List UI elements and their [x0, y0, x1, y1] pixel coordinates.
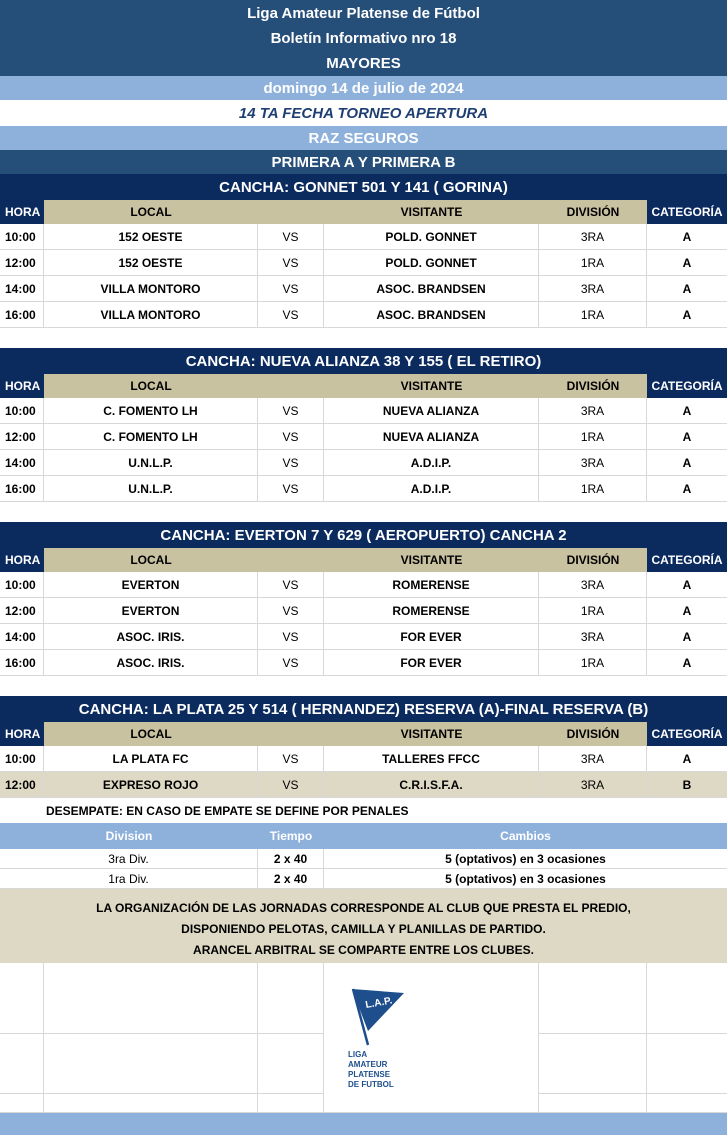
match-division: 3RA [539, 772, 647, 797]
match-categoria: A [682, 751, 692, 766]
section-gap [0, 502, 727, 522]
match-vs: VS [258, 598, 324, 623]
rules-table [0, 823, 727, 889]
match-categoria: A [682, 577, 692, 592]
match-visitante: TALLERES FFCC [324, 746, 539, 771]
rules-tiempo: 2 x 40 [258, 869, 324, 888]
match-row [0, 302, 727, 328]
column-header-row [0, 374, 727, 398]
col-local: LOCAL [44, 722, 258, 746]
league-logo [344, 965, 444, 1095]
match-categoria: B [682, 777, 692, 792]
rules-header-division: Division [105, 829, 153, 843]
match-vs: VS [258, 772, 324, 797]
logo-line: LIGA [348, 1050, 368, 1059]
col-division: DIVISIÓN [539, 374, 647, 398]
header-round: 14 TA FECHA TORNEO APERTURA [0, 100, 727, 126]
col-categoria: CATEGORÍA [647, 200, 727, 224]
match-vs: VS [258, 424, 324, 449]
match-visitante: ASOC. BRANDSEN [324, 302, 539, 327]
col-visitante: VISITANTE [324, 548, 539, 572]
match-local: EVERTON [44, 572, 258, 597]
match-vs: VS [258, 624, 324, 649]
cancha-title: CANCHA: LA PLATA 25 Y 514 ( HERNANDEZ) RESERVA (A)-FINAL RESERVA (B) [0, 696, 727, 722]
col-local: LOCAL [44, 548, 258, 572]
col-hora: HORA [0, 200, 44, 224]
footer-bar [0, 1113, 727, 1135]
match-local: U.N.L.P. [44, 450, 258, 475]
match-local: ASOC. IRIS. [44, 624, 258, 649]
match-categoria: A [682, 229, 692, 244]
match-visitante: POLD. GONNET [324, 250, 539, 275]
match-categoria: A [682, 281, 692, 296]
cancha-title: CANCHA: EVERTON 7 Y 629 ( AEROPUERTO) CANCHA 2 [0, 522, 727, 548]
match-row [0, 276, 727, 302]
rules-cambios: 5 (optativos) en 3 ocasiones [445, 871, 606, 886]
column-header-row [0, 548, 727, 572]
match-vs: VS [258, 650, 324, 675]
match-vs: VS [258, 250, 324, 275]
match-visitante: C.R.I.S.F.A. [324, 772, 539, 797]
match-division: 1RA [539, 424, 647, 449]
match-hora: 10:00 [0, 746, 44, 771]
match-hora: 10:00 [0, 572, 44, 597]
col-categoria: CATEGORÍA [647, 722, 727, 746]
match-vs: VS [258, 476, 324, 501]
grid-col [647, 963, 727, 1112]
organization-note [0, 889, 727, 963]
match-hora: 10:00 [0, 224, 44, 249]
match-hora: 16:00 [0, 302, 44, 327]
col-spacer [258, 722, 324, 746]
match-visitante: NUEVA ALIANZA [324, 398, 539, 423]
col-visitante: VISITANTE [324, 200, 539, 224]
match-row [0, 450, 727, 476]
match-division: 3RA [539, 624, 647, 649]
match-categoria: A [682, 255, 692, 270]
match-division: 3RA [539, 746, 647, 771]
tiebreak-note: DESEMPATE: EN CASO DE EMPATE SE DEFINE POR PENALES [46, 803, 409, 818]
match-visitante: ASOC. BRANDSEN [324, 276, 539, 301]
match-categoria: A [682, 307, 692, 322]
section-gap [0, 328, 727, 348]
match-categoria: A [682, 629, 692, 644]
rules-row [0, 869, 727, 889]
logo-col [324, 963, 539, 1112]
match-row [0, 424, 727, 450]
match-local: U.N.L.P. [44, 476, 258, 501]
match-local: 152 OESTE [44, 250, 258, 275]
match-row [0, 250, 727, 276]
match-vs: VS [258, 224, 324, 249]
grid-col [44, 963, 258, 1112]
canchas-container [0, 174, 727, 798]
grid-col [258, 963, 324, 1112]
match-row [0, 746, 727, 772]
rules-division: 1ra Div. [0, 869, 258, 888]
col-categoria: CATEGORÍA [647, 374, 727, 398]
col-hora: HORA [0, 548, 44, 572]
col-hora: HORA [0, 722, 44, 746]
header-category: MAYORES [0, 51, 727, 76]
match-hora: 12:00 [0, 250, 44, 275]
match-local: 152 OESTE [44, 224, 258, 249]
match-hora: 16:00 [0, 650, 44, 675]
match-division: 1RA [539, 250, 647, 275]
logo-line: AMATEUR [348, 1060, 388, 1069]
col-division: DIVISIÓN [539, 722, 647, 746]
match-local: VILLA MONTORO [44, 302, 258, 327]
flag-text: L.A.P. [364, 995, 394, 1011]
rules-header [0, 823, 727, 849]
match-vs: VS [258, 450, 324, 475]
match-visitante: A.D.I.P. [324, 476, 539, 501]
match-row [0, 772, 727, 798]
match-categoria: A [682, 481, 692, 496]
logo-area [0, 963, 727, 1113]
match-hora: 12:00 [0, 598, 44, 623]
match-division: 3RA [539, 224, 647, 249]
match-row [0, 398, 727, 424]
match-division: 3RA [539, 572, 647, 597]
match-local: ASOC. IRIS. [44, 650, 258, 675]
match-visitante: A.D.I.P. [324, 450, 539, 475]
match-categoria: A [682, 403, 692, 418]
match-visitante: FOR EVER [324, 624, 539, 649]
cancha-title: CANCHA: GONNET 501 Y 141 ( GORINA) [0, 174, 727, 200]
col-division: DIVISIÓN [539, 548, 647, 572]
match-vs: VS [258, 302, 324, 327]
match-row [0, 598, 727, 624]
match-division: 1RA [539, 598, 647, 623]
match-division: 3RA [539, 276, 647, 301]
match-local: VILLA MONTORO [44, 276, 258, 301]
header-divisions: PRIMERA A Y PRIMERA B [0, 150, 727, 174]
match-visitante: NUEVA ALIANZA [324, 424, 539, 449]
match-hora: 12:00 [0, 424, 44, 449]
header-sponsor: RAZ SEGUROS [0, 126, 727, 150]
match-division: 3RA [539, 450, 647, 475]
match-local: EXPRESO ROJO [44, 772, 258, 797]
col-local: LOCAL [44, 374, 258, 398]
match-vs: VS [258, 572, 324, 597]
note-line: ARANCEL ARBITRAL SE COMPARTE ENTRE LOS CLUBES. [193, 943, 534, 957]
match-categoria: A [682, 455, 692, 470]
header-league: Liga Amateur Platense de Fútbol [0, 0, 727, 26]
match-hora: 16:00 [0, 476, 44, 501]
col-visitante: VISITANTE [324, 722, 539, 746]
grid-col [539, 963, 647, 1112]
match-division: 3RA [539, 398, 647, 423]
note-line: DISPONIENDO PELOTAS, CAMILLA Y PLANILLAS DE PARTIDO. [181, 922, 546, 936]
section-gap [0, 676, 727, 696]
rules-division: 3ra Div. [0, 849, 258, 868]
match-hora: 10:00 [0, 398, 44, 423]
match-hora: 12:00 [0, 772, 44, 797]
rules-row [0, 849, 727, 869]
match-row [0, 476, 727, 502]
match-categoria: A [682, 603, 692, 618]
match-hora: 14:00 [0, 450, 44, 475]
match-row [0, 572, 727, 598]
note-line: LA ORGANIZACIÓN DE LAS JORNADAS CORRESPONDE AL CLUB QUE PRESTA EL PREDIO, [96, 901, 631, 915]
col-hora: HORA [0, 374, 44, 398]
match-division: 1RA [539, 302, 647, 327]
match-row [0, 624, 727, 650]
match-division: 1RA [539, 650, 647, 675]
match-visitante: POLD. GONNET [324, 224, 539, 249]
header-bulletin: Boletín Informativo nro 18 [0, 26, 727, 51]
header-date: domingo 14 de julio de 2024 [0, 76, 727, 100]
column-header-row [0, 200, 727, 224]
match-visitante: FOR EVER [324, 650, 539, 675]
col-local: LOCAL [44, 200, 258, 224]
col-spacer [258, 200, 324, 224]
col-spacer [258, 548, 324, 572]
match-categoria: A [682, 429, 692, 444]
col-visitante: VISITANTE [324, 374, 539, 398]
logo-line: PLATENSE [348, 1070, 391, 1079]
rules-header-cambios: Cambios [500, 829, 551, 843]
match-hora: 14:00 [0, 624, 44, 649]
cancha-title: CANCHA: NUEVA ALIANZA 38 Y 155 ( EL RETIRO) [0, 348, 727, 374]
match-categoria: A [682, 655, 692, 670]
match-vs: VS [258, 276, 324, 301]
match-row [0, 650, 727, 676]
rules-tiempo: 2 x 40 [258, 849, 324, 868]
logo-line: DE FUTBOL [348, 1080, 394, 1089]
rules-header-tiempo: Tiempo [269, 829, 313, 843]
match-visitante: ROMERENSE [324, 598, 539, 623]
grid-col [0, 963, 44, 1112]
match-local: LA PLATA FC [44, 746, 258, 771]
match-row [0, 224, 727, 250]
rules-cambios: 5 (optativos) en 3 ocasiones [445, 851, 606, 866]
col-division: DIVISIÓN [539, 200, 647, 224]
match-hora: 14:00 [0, 276, 44, 301]
match-local: C. FOMENTO LH [44, 424, 258, 449]
match-division: 1RA [539, 476, 647, 501]
match-visitante: ROMERENSE [324, 572, 539, 597]
col-spacer [258, 374, 324, 398]
column-header-row [0, 722, 727, 746]
col-categoria: CATEGORÍA [647, 548, 727, 572]
match-vs: VS [258, 746, 324, 771]
match-local: C. FOMENTO LH [44, 398, 258, 423]
match-vs: VS [258, 398, 324, 423]
match-local: EVERTON [44, 598, 258, 623]
